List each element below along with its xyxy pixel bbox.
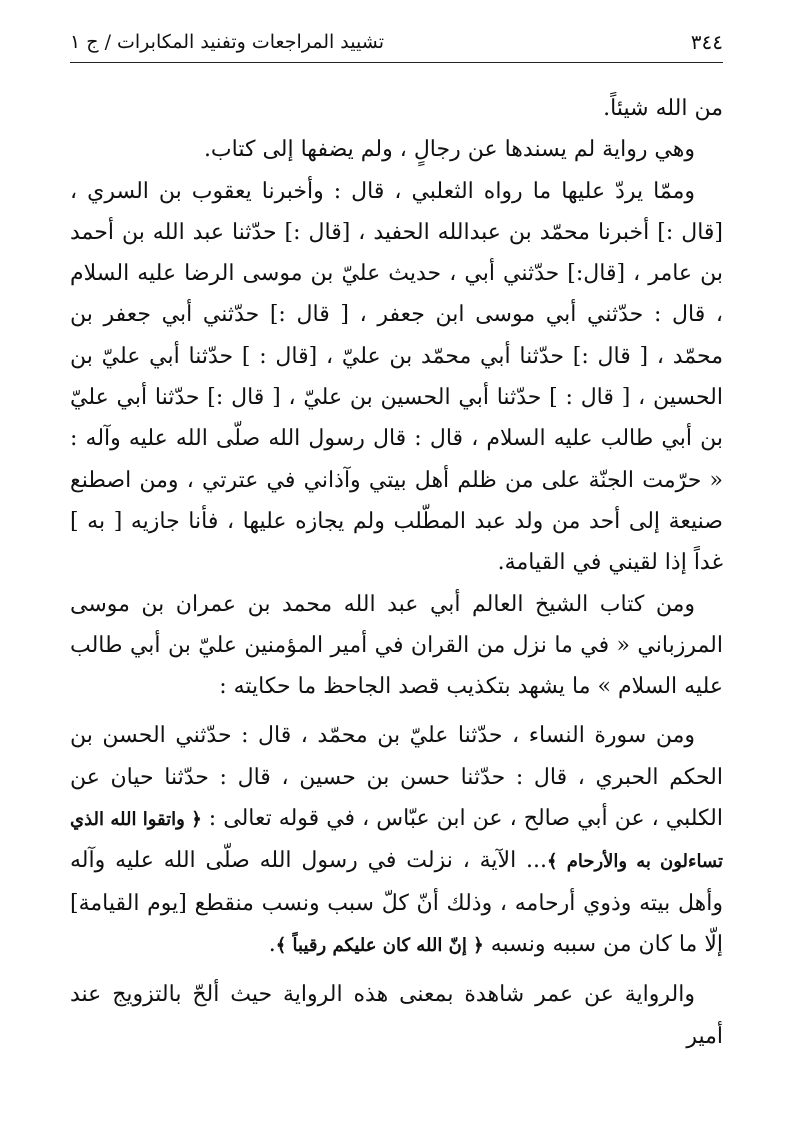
- paragraph-text: ومن سورة النساء ، حدّثنا عليّ بن محمّد ، قال : حدّثني الحسن بن الحكم الحبري ، قال : حدّثنا حسن بن حسين ، قال : حدّثنا حيان عن الكلبي ، عن أبي صالح ، عن ابن عبّاس ، في قوله تعالى :: [70, 723, 723, 832]
- paragraph: وهي رواية لم يسندها عن رجالٍ ، ولم يضفها إلى كتاب.: [203, 137, 695, 163]
- paragraph: ومن كتاب الشيخ العالم أبي عبد الله محمد بن عمران بن موسى المرزباني « في ما نزل من القران في أمير المؤمنين عليّ بن أبي طالب عليه السلام » ما يشهد بتكذيب قصد الجاحظ ما حكايته :: [70, 591, 723, 700]
- running-title: تشييد المراجعات وتفنيد المكابرات / ج ١: [70, 31, 384, 53]
- paragraph: والرواية عن عمر شاهدة بمعنى هذه الرواية حيث ألحّ بالتزويج عند أمير: [70, 982, 723, 1049]
- paragraph: [70, 715, 723, 966]
- page-number: ٣٤٤: [690, 30, 723, 54]
- paragraph: وممّا يردّ عليها ما رواه الثعلبي ، قال : وأخبرنا يعقوب بن السري ، [قال :] أخبرنا محمّد بن عبدالله الحفيد ، [قال :] حدّثنا عبد الله بن أحمد بن عامر ، [قال:] حدّثني أبي ، حديث عليّ بن موسى الرضا عليه السلام ، قال : حدّثني أبي موسى ابن جعفر ، [ قال :] حدّثني أبي جعفر بن محمّد ، [ قال :] حدّثنا أبي محمّد بن عليّ ، [قال : ] حدّثنا أبي عليّ بن الحسين ، [ قال : ] حدّثنا أبي الحسين بن عليّ ، [ قال :] حدّثنا أبي عليّ بن أبي طالب عليه السلام ، قال : قال رسول الله صلّى الله عليه وآله : « حرّمت الجنّة على من ظلم أهل بيتي وآذاني في عترتي ، ومن اصطنع صنيعة إلى أحد من ولد عبد المطّلب ولم يجازه عليها ، فأنا جازيه [ به ] غداً إذا لقيني في القيامة.: [70, 178, 723, 576]
- quran-verse: ﴿ واتقوا الله الذي تساءلون به والأرحام ﴾: [70, 809, 723, 873]
- page-header: [70, 22, 723, 63]
- body-text: [70, 88, 723, 1057]
- paragraph-text: ... الآية ، نزلت في رسول الله صلّى الله عليه وآله وأهل بيته وذوي أرحامه ، وذلك أنّ كلّ سبب ونسب منقطع [يوم القيامة] إلّا ما كان من سببه ونسبه: [70, 848, 723, 957]
- paragraph-text: .: [268, 931, 276, 957]
- paragraph: من الله شيئاً.: [603, 96, 723, 121]
- quran-verse: ﴿ إنّ الله كان عليكم رقيباً ﴾: [275, 934, 484, 956]
